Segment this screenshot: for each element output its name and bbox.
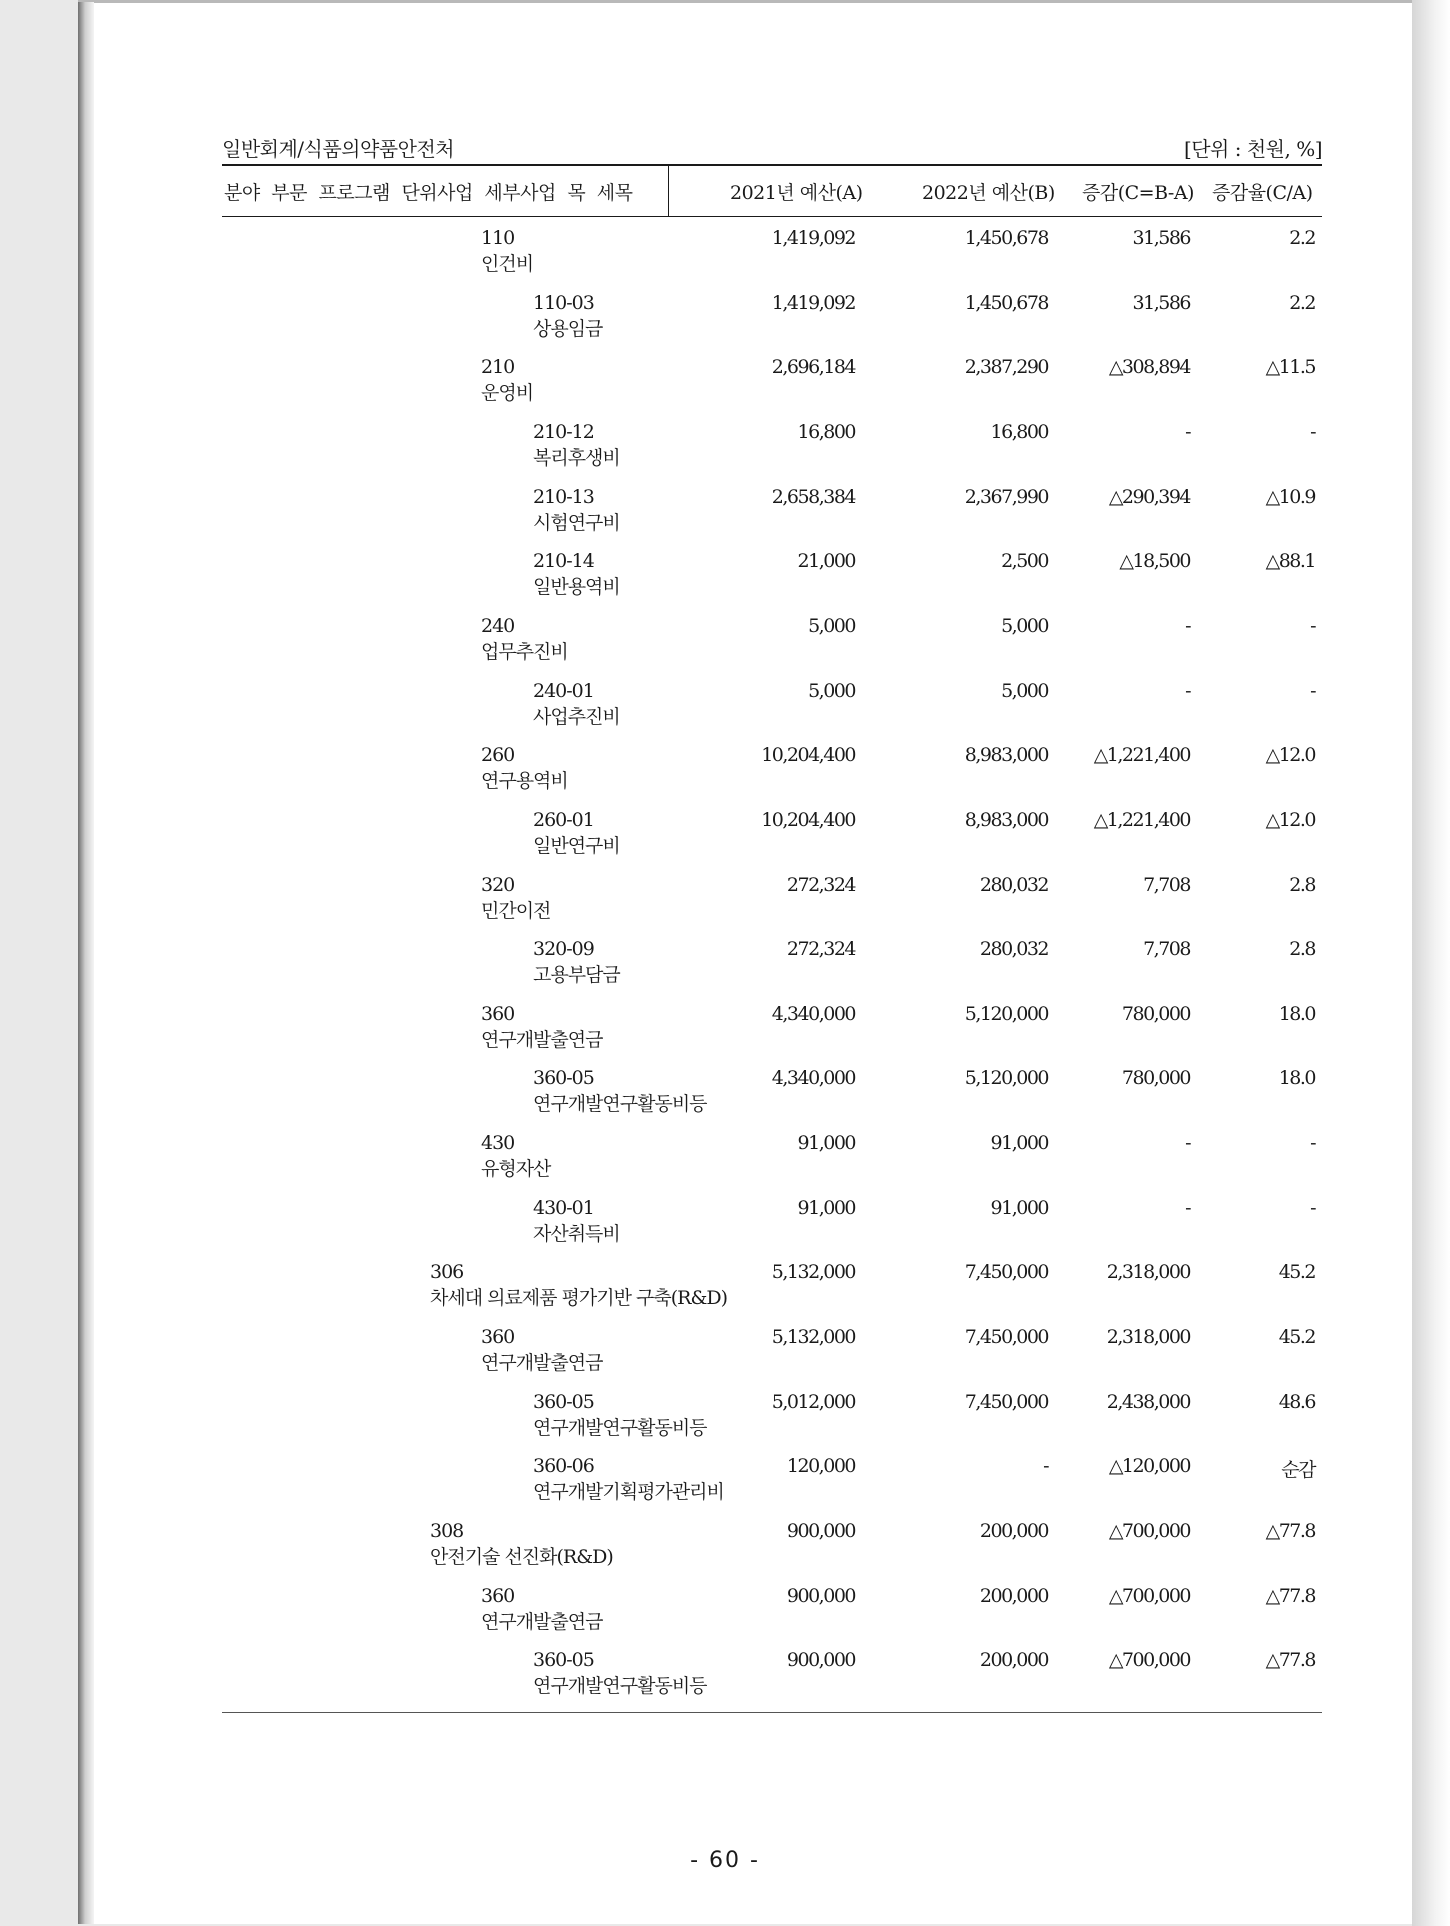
change-rate-value: - bbox=[1310, 1132, 1315, 1154]
change-value: 31,586 bbox=[1132, 227, 1190, 249]
item-name: 상용임금 bbox=[533, 318, 603, 340]
table-row bbox=[0, 486, 1450, 550]
change-value: - bbox=[1185, 1132, 1190, 1154]
item-code: 360 bbox=[481, 1585, 515, 1607]
item-code: 110 bbox=[481, 227, 515, 249]
change-value: △1,221,400 bbox=[1093, 809, 1190, 831]
budget-2021-value: 5,132,000 bbox=[771, 1326, 855, 1348]
change-value: - bbox=[1185, 1197, 1190, 1219]
table-row bbox=[0, 1455, 1450, 1519]
budget-2022-value: 200,000 bbox=[979, 1520, 1048, 1542]
table-row bbox=[0, 874, 1450, 938]
budget-2022-value: 8,983,000 bbox=[964, 744, 1048, 766]
budget-2021-value: 21,000 bbox=[797, 550, 855, 572]
change-value: 780,000 bbox=[1121, 1067, 1190, 1089]
budget-2022-value: 5,120,000 bbox=[964, 1067, 1048, 1089]
page-top-edge bbox=[78, 0, 1412, 3]
change-value: - bbox=[1185, 680, 1190, 702]
budget-2022-value: 5,000 bbox=[1001, 615, 1048, 637]
budget-2022-value: 91,000 bbox=[990, 1197, 1048, 1219]
change-value: 780,000 bbox=[1121, 1003, 1190, 1025]
change-value: △120,000 bbox=[1108, 1455, 1190, 1477]
budget-2021-value: 91,000 bbox=[797, 1197, 855, 1219]
item-code: 320 bbox=[481, 874, 515, 896]
budget-2021-value: 5,000 bbox=[808, 680, 855, 702]
item-code: 210-12 bbox=[533, 421, 594, 443]
item-name: 연구개발연구활동비등 bbox=[533, 1093, 707, 1115]
budget-2022-value: 280,032 bbox=[979, 874, 1048, 896]
budget-2021-value: 120,000 bbox=[786, 1455, 855, 1477]
budget-2021-value: 5,000 bbox=[808, 615, 855, 637]
item-code: 360-06 bbox=[533, 1455, 594, 1477]
item-name: 연구개발출연금 bbox=[481, 1611, 603, 1633]
column-header-category: 분야 부문 프로그램 단위사업 세부사업 목 세목 bbox=[224, 182, 633, 204]
budget-2022-value: 200,000 bbox=[979, 1649, 1048, 1671]
item-code: 260-01 bbox=[533, 809, 594, 831]
change-rate-value: - bbox=[1310, 421, 1315, 443]
budget-2021-value: 1,419,092 bbox=[771, 292, 855, 314]
change-value: △290,394 bbox=[1108, 486, 1190, 508]
budget-2021-value: 900,000 bbox=[786, 1520, 855, 1542]
table-row bbox=[0, 1197, 1450, 1261]
item-name: 민간이전 bbox=[481, 900, 551, 922]
change-rate-value: 45.2 bbox=[1278, 1326, 1315, 1348]
table-top-rule bbox=[222, 164, 1322, 166]
item-code: 360 bbox=[481, 1003, 515, 1025]
table-row bbox=[0, 1391, 1450, 1455]
budget-2021-value: 16,800 bbox=[797, 421, 855, 443]
change-value: 7,708 bbox=[1143, 938, 1190, 960]
table-row bbox=[0, 680, 1450, 744]
change-value: 2,438,000 bbox=[1106, 1391, 1190, 1413]
budget-2021-value: 272,324 bbox=[786, 874, 855, 896]
item-code: 360-05 bbox=[533, 1067, 594, 1089]
item-code: 240 bbox=[481, 615, 515, 637]
item-code: 210 bbox=[481, 356, 515, 378]
budget-2021-value: 10,204,400 bbox=[761, 744, 855, 766]
item-name: 복리후생비 bbox=[533, 447, 620, 469]
item-name: 연구개발출연금 bbox=[481, 1352, 603, 1374]
table-row bbox=[0, 227, 1450, 291]
item-code: 210-14 bbox=[533, 550, 594, 572]
change-value: - bbox=[1185, 615, 1190, 637]
item-name: 시험연구비 bbox=[533, 512, 620, 534]
budget-2022-value: 8,983,000 bbox=[964, 809, 1048, 831]
item-code: 308 bbox=[430, 1520, 464, 1542]
table-row bbox=[0, 1132, 1450, 1196]
item-name: 인건비 bbox=[481, 253, 534, 275]
budget-2022-value: 16,800 bbox=[990, 421, 1048, 443]
change-rate-value: △77.8 bbox=[1265, 1520, 1315, 1542]
change-rate-value: 48.6 bbox=[1278, 1391, 1315, 1413]
budget-2022-value: 5,120,000 bbox=[964, 1003, 1048, 1025]
budget-2021-value: 2,658,384 bbox=[771, 486, 855, 508]
item-name: 업무추진비 bbox=[481, 641, 568, 663]
table-row bbox=[0, 809, 1450, 873]
change-value: 2,318,000 bbox=[1106, 1261, 1190, 1283]
budget-2022-value: - bbox=[1043, 1455, 1048, 1477]
budget-2022-value: 91,000 bbox=[990, 1132, 1048, 1154]
header-column-separator bbox=[668, 165, 669, 216]
table-row bbox=[0, 1003, 1450, 1067]
item-code: 320-09 bbox=[533, 938, 594, 960]
item-name: 안전기술 선진화(R&D) bbox=[430, 1546, 613, 1568]
item-name: 연구개발출연금 bbox=[481, 1029, 603, 1051]
change-rate-value: △77.8 bbox=[1265, 1649, 1315, 1671]
change-value: △700,000 bbox=[1108, 1649, 1190, 1671]
budget-2022-value: 2,387,290 bbox=[964, 356, 1048, 378]
change-value: △1,221,400 bbox=[1093, 744, 1190, 766]
budget-2022-value: 200,000 bbox=[979, 1585, 1048, 1607]
table-row bbox=[0, 421, 1450, 485]
table-row bbox=[0, 615, 1450, 679]
change-rate-value: 2.2 bbox=[1289, 292, 1315, 314]
table-header-rule bbox=[222, 216, 1322, 217]
change-rate-value: - bbox=[1310, 1197, 1315, 1219]
budget-2022-value: 1,450,678 bbox=[964, 227, 1048, 249]
change-value: △700,000 bbox=[1108, 1585, 1190, 1607]
change-value: △700,000 bbox=[1108, 1520, 1190, 1542]
change-rate-value: 2.8 bbox=[1289, 938, 1315, 960]
budget-2022-value: 7,450,000 bbox=[964, 1391, 1048, 1413]
item-name: 운영비 bbox=[481, 382, 534, 404]
column-header-change-rate: 증감율(C/A) bbox=[1212, 182, 1313, 204]
item-code: 430 bbox=[481, 1132, 515, 1154]
item-name: 차세대 의료제품 평가기반 구축(R&D) bbox=[430, 1287, 727, 1309]
column-header-2021-budget: 2021년 예산(A) bbox=[730, 182, 863, 204]
table-row bbox=[0, 356, 1450, 420]
budget-2022-value: 7,450,000 bbox=[964, 1261, 1048, 1283]
change-rate-value: △88.1 bbox=[1265, 550, 1315, 572]
change-rate-value: 2.2 bbox=[1289, 227, 1315, 249]
item-name: 연구개발연구활동비등 bbox=[533, 1417, 707, 1439]
table-row bbox=[0, 1649, 1450, 1713]
change-rate-value: △11.5 bbox=[1265, 356, 1315, 378]
item-code: 360 bbox=[481, 1326, 515, 1348]
budget-2021-value: 10,204,400 bbox=[761, 809, 855, 831]
item-name: 유형자산 bbox=[481, 1158, 551, 1180]
item-code: 306 bbox=[430, 1261, 464, 1283]
budget-2022-value: 7,450,000 bbox=[964, 1326, 1048, 1348]
item-code: 360-05 bbox=[533, 1391, 594, 1413]
item-code: 260 bbox=[481, 744, 515, 766]
table-row bbox=[0, 1261, 1450, 1325]
change-value: 7,708 bbox=[1143, 874, 1190, 896]
change-rate-value: 순감 bbox=[1281, 1459, 1315, 1481]
budget-2022-value: 5,000 bbox=[1001, 680, 1048, 702]
budget-2021-value: 4,340,000 bbox=[771, 1003, 855, 1025]
item-code: 430-01 bbox=[533, 1197, 594, 1219]
budget-2022-value: 280,032 bbox=[979, 938, 1048, 960]
change-value: △308,894 bbox=[1108, 356, 1190, 378]
change-rate-value: - bbox=[1310, 680, 1315, 702]
table-row bbox=[0, 1585, 1450, 1649]
table-row bbox=[0, 1520, 1450, 1584]
item-name: 연구개발연구활동비등 bbox=[533, 1675, 707, 1697]
item-name: 고용부담금 bbox=[533, 964, 620, 986]
budget-2022-value: 2,367,990 bbox=[964, 486, 1048, 508]
table-row bbox=[0, 550, 1450, 614]
budget-2021-value: 1,419,092 bbox=[771, 227, 855, 249]
change-rate-value: △12.0 bbox=[1265, 809, 1315, 831]
item-name: 자산취득비 bbox=[533, 1223, 620, 1245]
change-rate-value: 45.2 bbox=[1278, 1261, 1315, 1283]
unit-label: [단위 : 천원, %] bbox=[1183, 137, 1322, 161]
change-rate-value: 18.0 bbox=[1278, 1003, 1315, 1025]
item-name: 일반용역비 bbox=[533, 576, 620, 598]
budget-2021-value: 5,012,000 bbox=[771, 1391, 855, 1413]
item-name: 사업추진비 bbox=[533, 706, 620, 728]
budget-2022-value: 1,450,678 bbox=[964, 292, 1048, 314]
table-bottom-rule bbox=[222, 1712, 1322, 1713]
table-row bbox=[0, 938, 1450, 1002]
item-name: 연구용역비 bbox=[481, 770, 568, 792]
change-value: 31,586 bbox=[1132, 292, 1190, 314]
item-name: 일반연구비 bbox=[533, 835, 620, 857]
table-row bbox=[0, 744, 1450, 808]
account-title: 일반회계/식품의약품안전처 bbox=[222, 137, 455, 161]
budget-2021-value: 2,696,184 bbox=[771, 356, 855, 378]
item-name: 연구개발기획평가관리비 bbox=[533, 1481, 724, 1503]
change-value: △18,500 bbox=[1119, 550, 1190, 572]
item-code: 210-13 bbox=[533, 486, 594, 508]
item-code: 360-05 bbox=[533, 1649, 594, 1671]
change-rate-value: △12.0 bbox=[1265, 744, 1315, 766]
column-header-change: 증감(C=B-A) bbox=[1082, 182, 1194, 204]
page-number: - 60 - bbox=[690, 1848, 760, 1873]
budget-2021-value: 4,340,000 bbox=[771, 1067, 855, 1089]
change-value: - bbox=[1185, 421, 1190, 443]
table-row bbox=[0, 292, 1450, 356]
change-rate-value: 18.0 bbox=[1278, 1067, 1315, 1089]
budget-2021-value: 272,324 bbox=[786, 938, 855, 960]
budget-2021-value: 5,132,000 bbox=[771, 1261, 855, 1283]
change-rate-value: △10.9 bbox=[1265, 486, 1315, 508]
change-value: 2,318,000 bbox=[1106, 1326, 1190, 1348]
change-rate-value: - bbox=[1310, 615, 1315, 637]
item-code: 240-01 bbox=[533, 680, 594, 702]
budget-2021-value: 91,000 bbox=[797, 1132, 855, 1154]
table-row bbox=[0, 1326, 1450, 1390]
change-rate-value: △77.8 bbox=[1265, 1585, 1315, 1607]
budget-2021-value: 900,000 bbox=[786, 1585, 855, 1607]
table-row bbox=[0, 1067, 1450, 1131]
budget-2022-value: 2,500 bbox=[1001, 550, 1048, 572]
budget-2021-value: 900,000 bbox=[786, 1649, 855, 1671]
item-code: 110-03 bbox=[533, 292, 594, 314]
change-rate-value: 2.8 bbox=[1289, 874, 1315, 896]
column-header-2022-budget: 2022년 예산(B) bbox=[922, 182, 1055, 204]
